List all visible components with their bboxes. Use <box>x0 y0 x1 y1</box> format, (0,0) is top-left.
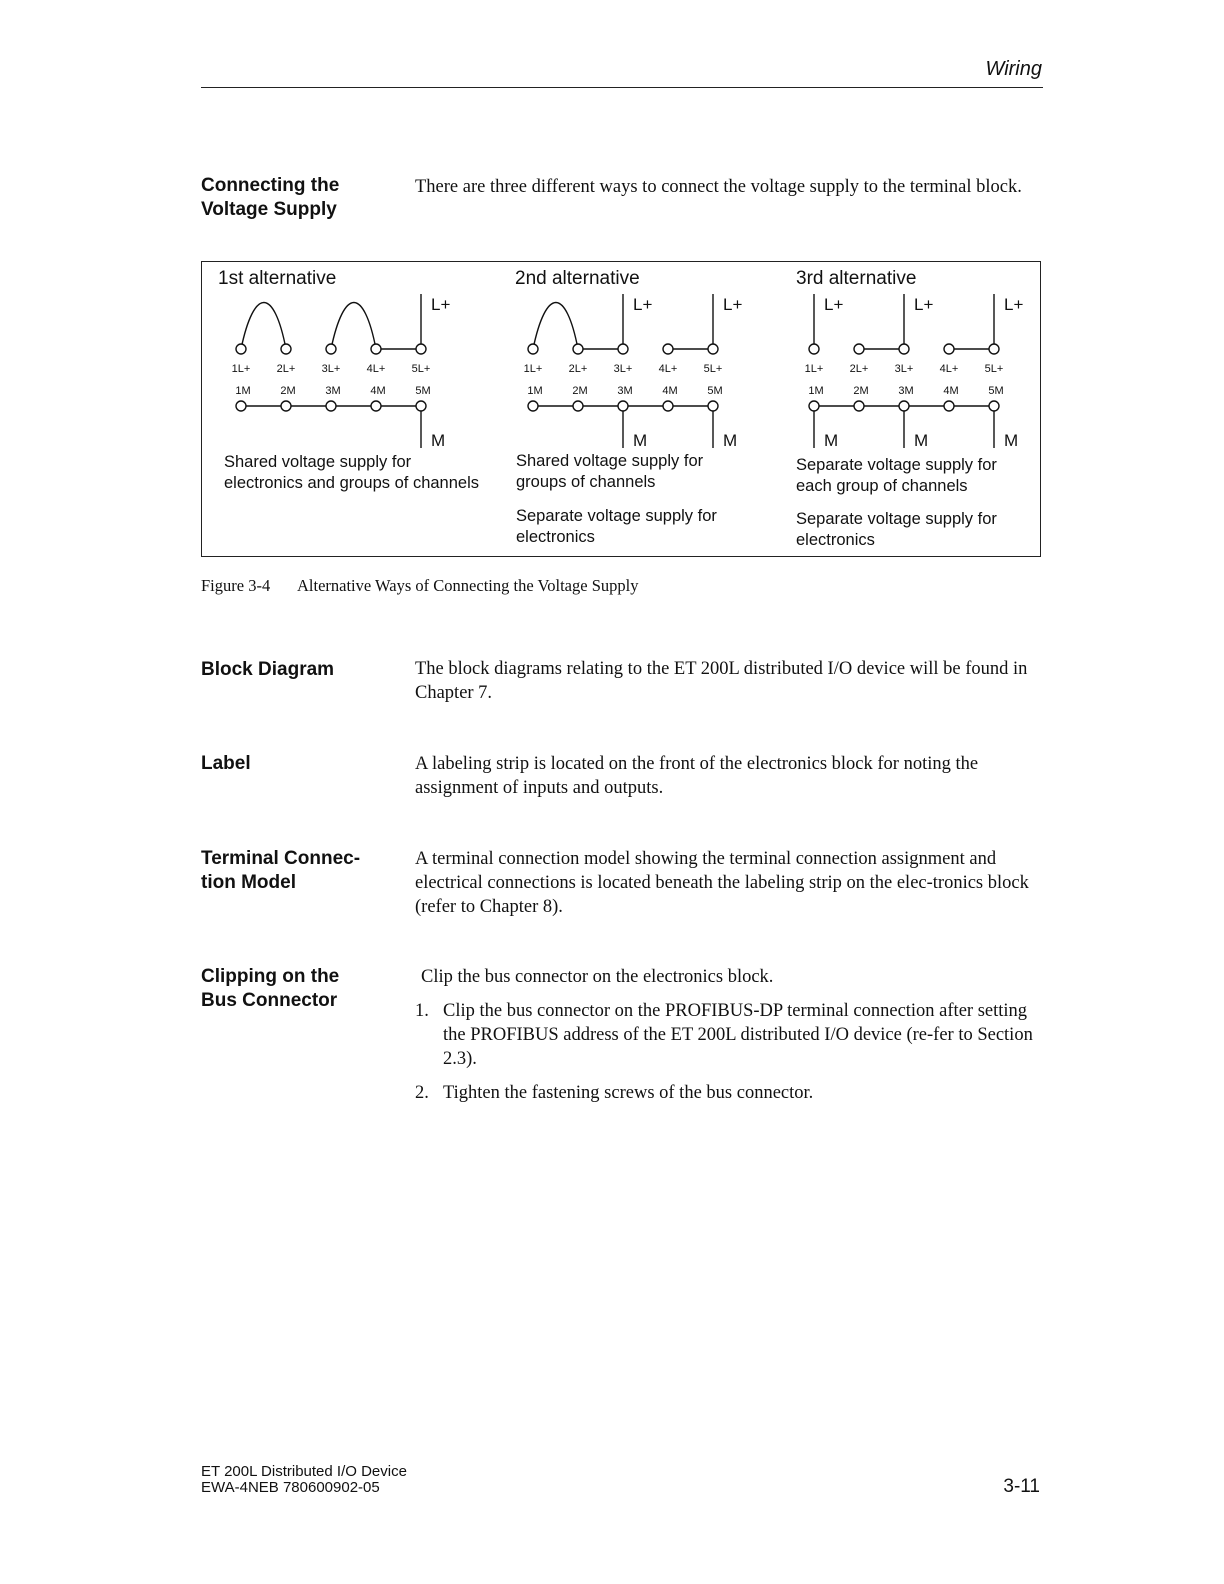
terminal-label: 2M <box>280 385 296 397</box>
terminal-l-1 <box>809 344 819 354</box>
lplus-label: L+ <box>824 295 844 314</box>
terminal-label: 1M <box>527 385 543 397</box>
list-item <box>415 999 1043 1071</box>
terminal-label: 3L+ <box>613 363 633 375</box>
heading-line: tion Model <box>201 872 296 893</box>
terminal-l-2 <box>573 344 583 354</box>
terminal-label: 5M <box>415 385 431 397</box>
terminal-m-3 <box>326 401 336 411</box>
terminal-label: 2L+ <box>568 363 588 375</box>
heading-line: Bus Connector <box>201 990 338 1011</box>
alt1-title: 1st alternative <box>218 268 337 289</box>
terminal-label: 4M <box>943 385 959 397</box>
alt2-caption-1: Shared voltage supply for groups of channels <box>516 452 704 491</box>
terminal-m-4 <box>944 401 954 411</box>
figure-title: Alternative Ways of Connecting the Voltage Supply <box>297 576 639 595</box>
figure-box <box>201 261 1041 557</box>
terminal-label: 1M <box>235 385 251 397</box>
terminal-l-4 <box>663 344 673 354</box>
terminal-l-3 <box>618 344 628 354</box>
lplus-label: L+ <box>1004 295 1024 314</box>
header-rule <box>201 87 1043 88</box>
terminal-label: 1L+ <box>523 363 543 375</box>
terminal-l-1 <box>236 344 246 354</box>
heading-block-diagram: Block Diagram <box>201 659 335 680</box>
lplus-label: L+ <box>914 295 934 314</box>
figure-number: Figure 3-4 <box>201 576 271 595</box>
m-label: M <box>914 431 929 450</box>
lplus-label: L+ <box>633 295 653 314</box>
terminal-m-1 <box>528 401 538 411</box>
terminal-m-5 <box>708 401 718 411</box>
step-text: Clip the bus connector on the PROFIBUS-DP terminal connection after setting the PROFIBUS address of the ET 200L distributed I/O device (re-fer to Section 2.3). <box>443 1001 1033 1069</box>
footer-line-1: ET 200L Distributed I/O Device <box>201 1463 407 1480</box>
m-label: M <box>723 431 738 450</box>
jumper-1L-2L <box>533 303 578 350</box>
lplus-label: L+ <box>723 295 743 314</box>
terminal-m-1 <box>809 401 819 411</box>
heading-connecting-voltage-supply <box>201 174 401 222</box>
heading-terminal-connection-model <box>201 847 401 895</box>
terminal-label: 3M <box>898 385 914 397</box>
footer-document-info <box>201 1464 407 1496</box>
terminal-label: 4L+ <box>939 363 959 375</box>
terminal-label: 4L+ <box>658 363 678 375</box>
terminal-m-5 <box>989 401 999 411</box>
terminal-label: 1L+ <box>804 363 824 375</box>
terminal-m-3 <box>618 401 628 411</box>
terminal-label: 4L+ <box>366 363 386 375</box>
terminal-label: 4M <box>370 385 386 397</box>
alt2-title: 2nd alternative <box>515 268 640 289</box>
heading-line: Voltage Supply <box>201 199 337 220</box>
running-header: Wiring <box>985 58 1042 80</box>
list-item <box>415 1081 1043 1105</box>
terminal-connection-text: A terminal connection model showing the terminal connection assignment and electrical connections is located beneath the labeling strip on the elec-tronics block (refer to Chapter 8). <box>415 849 1029 917</box>
figure-caption <box>201 576 638 596</box>
terminal-l-2 <box>281 344 291 354</box>
terminal-l-3 <box>899 344 909 354</box>
m-label: M <box>1004 431 1019 450</box>
terminal-m-3 <box>899 401 909 411</box>
terminal-label: 2L+ <box>849 363 869 375</box>
terminal-label: 5L+ <box>411 363 431 375</box>
terminal-l-5 <box>708 344 718 354</box>
terminal-label: 1M <box>808 385 824 397</box>
heading-clipping-bus-connector <box>201 965 401 1013</box>
jumper-1L-2L <box>241 303 286 350</box>
terminal-m-2 <box>281 401 291 411</box>
terminal-m-2 <box>573 401 583 411</box>
page-number: 3-11 <box>1003 1476 1040 1497</box>
terminal-l-4 <box>944 344 954 354</box>
heading-label: Label <box>201 753 251 774</box>
alt3-caption-2: Separate voltage supply for electronics <box>796 510 997 549</box>
terminal-label: 5M <box>707 385 723 397</box>
block-diagram-text: The block diagrams relating to the ET 200L distributed I/O device will be found in Chapter 7. <box>415 659 1028 703</box>
terminal-l-4 <box>371 344 381 354</box>
terminal-label: 2M <box>572 385 588 397</box>
terminal-label: 3L+ <box>894 363 914 375</box>
terminal-label: 2M <box>853 385 869 397</box>
terminal-label: 3L+ <box>321 363 341 375</box>
terminal-l-1 <box>528 344 538 354</box>
terminal-m-2 <box>854 401 864 411</box>
step-number: 1. <box>415 1001 429 1021</box>
terminal-l-3 <box>326 344 336 354</box>
alt1-caption-1: Shared voltage supply for electronics and groups of channels <box>224 453 479 492</box>
voltage-supply-text: There are three different ways to connect the voltage supply to the terminal block. <box>415 177 1022 197</box>
footer-line-2: EWA-4NEB 780600902-05 <box>201 1479 380 1496</box>
heading-line: Connecting the <box>201 175 340 196</box>
alt2-caption-2: Separate voltage supply for electronics <box>516 507 717 546</box>
terminal-label: 4M <box>662 385 678 397</box>
terminal-l-5 <box>989 344 999 354</box>
clipping-intro: Clip the bus connector on the electronics block. <box>421 967 774 987</box>
terminal-l-2 <box>854 344 864 354</box>
terminal-m-5 <box>416 401 426 411</box>
terminal-label: 5L+ <box>703 363 723 375</box>
terminal-m-1 <box>236 401 246 411</box>
alt3-title: 3rd alternative <box>796 268 917 289</box>
m-label: M <box>431 431 446 450</box>
alt3-caption-1: Separate voltage supply for each group of channels <box>796 456 997 495</box>
heading-line: Terminal Connec- <box>201 848 361 869</box>
terminal-label: 5M <box>988 385 1004 397</box>
lplus-label: L+ <box>431 295 451 314</box>
terminal-label: 3M <box>325 385 341 397</box>
terminal-label: 3M <box>617 385 633 397</box>
m-label: M <box>633 431 648 450</box>
terminal-l-5 <box>416 344 426 354</box>
jumper-3L-4L <box>331 303 376 350</box>
terminal-label: 5L+ <box>984 363 1004 375</box>
label-text: A labeling strip is located on the front of the electronics block for noting the assignment of inputs and outputs. <box>415 754 979 798</box>
terminal-m-4 <box>371 401 381 411</box>
terminal-m-4 <box>663 401 673 411</box>
m-label: M <box>824 431 839 450</box>
clipping-section <box>415 965 1043 1105</box>
step-text: Tighten the fastening screws of the bus connector. <box>443 1083 814 1103</box>
step-number: 2. <box>415 1083 429 1103</box>
heading-line: Clipping on the <box>201 966 340 987</box>
terminal-label: 2L+ <box>276 363 296 375</box>
terminal-label: 1L+ <box>231 363 251 375</box>
